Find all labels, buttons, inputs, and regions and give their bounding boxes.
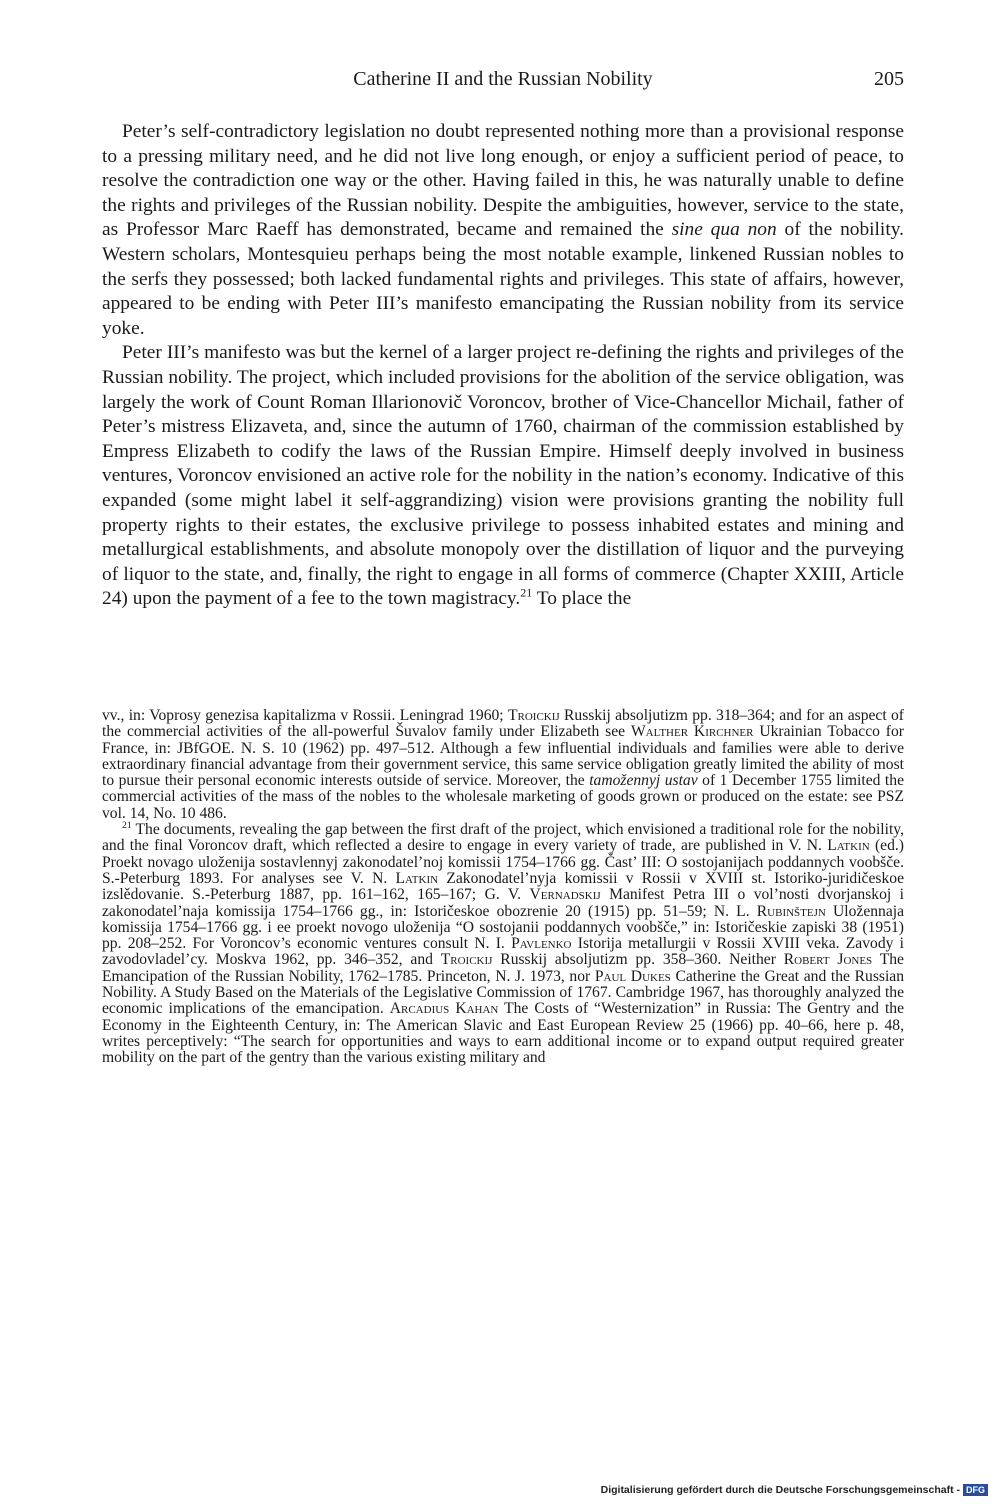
footnote-21 [102,819,905,1067]
text-run: Peter III’s manifesto was but the kernel of a larger project re-defining the rights and privileges of the Russian nobility. The project, which included provisions for the abolition of the service obligation, was largely the work of Count Roman Illarionovič Voroncov, brother of Vice-Chancellor Michail, father of Peter’s mistress Elizaveta, and, since the autumn of 1760, chairman of the commission established by Empress Elizabeth to codify the laws of the Russian Empire. Himself deeply involved in business ventures, Voroncov envisioned an active role for the nobility in the nation’s economy. Indicative of this expanded (some might label it self-aggrandizing) vision were provisions granting the nobility full property rights to their estates, the exclusive privilege to possess inhabited estates and mining and metallurgical establishments, and absolute monopoly over the distillation of liquor and the purveying of liquor to the state, and, finally, the right to engage in all forms of commerce (Chapter XXIII, Article 24) upon the payment of a fee to the town magistracy. [102,342,904,610]
text-run: Russkij absoljutizm pp. 318–364; and for an aspect of the commercial activities of the all-powerful Šuvalov family under Elizabeth see [102,707,904,741]
running-header [102,64,904,96]
footnotes [102,708,904,1067]
italic-term: tamožennyj ustav [589,772,698,790]
text-run: The Costs of “Westernization” in Russia: The Gentry and the Economy in the Eighteenth Century, in: The American Slavic and East European Review 25 (1966) pp. 40–66, here p. 48, writes perceptively: “The search for opportunities and ways to earn additional income or to expand output required greater mobility on the part of the gentry than the various existing military and [102,1000,905,1067]
author-name: Pavlenko [511,935,572,953]
paragraph-2 [102,341,904,612]
text-run: Peter’s self-contradictory legislation no doubt represented nothing more than a provisional response to a pressing military need, and he did not live long enough, or enjoy a sufficient period of peace, to resolve the contradiction one way or the other. Having failed in this, he was naturally unable to define the rights and privileges of the Russian nobility. Despite the ambiguities, however, service to the state, as Professor Marc Raeff has demonstrated, became and remained the [102,121,904,241]
footnote-continuation [102,708,904,822]
text-run: vv., in: Voprosy genezisa kapitalizma v Rossii. Leningrad 1960; [102,707,508,724]
footnote-mark: 21 [122,819,132,831]
text-run: The Emancipation of the Russian Nobility, 1762–1785. Princeton, N. J. 1973, nor [102,951,904,985]
page-header-title: Catherine II and the Russian Nobility [353,68,653,90]
author-name: Rubinštejn [756,902,826,920]
text-run: Catherine the Great and the Russian Nobility. A Study Based on the Materials of the Legislative Commission of 1767. Cambridge 1967, has thoroughly analyzed the economic implications of the emancipation. [102,967,905,1018]
author-name: Vernadskij [529,886,601,904]
text-run: of the nobility. Western scholars, Montesquieu perhaps being the most notable example, linkened Russian nobles to the serfs they possessed; both lacked fundamental rights and privileges. This state of affairs, however, appeared to be ending with Peter III’s manifesto emancipating the Russian nobility from its service yoke. [102,219,904,339]
italic-term: sine qua non [671,219,777,241]
author-name: Latkin [395,869,439,887]
text-run: Zakonodatel’nyja komissii v Rossii v XVIII st. Istoriko-juridičeskoe izslědovanie. S.-Peterburg 1887, pp. 161–162, 165–167; G. V. [102,869,904,904]
text-run: (ed.) Proekt novago uloženija sostavlennyj zakonodatel’noj komissii 1754–1766 gg. Čast’ III: O sostojanijach poddannych voobšče. S.-Peterburg 1893. For analyses see V. N. [102,837,904,887]
text-run: Russkij absoljutizm pp. 358–360. Neither [492,951,784,969]
main-text [102,120,904,612]
author-name: Troickij [507,707,560,724]
text-run: Manifest Petra III o vol’nosti dvorjanskoj i zakonodatel’naja komissija 1754–1766 gg., in: Istoričeskoe obozrenie 20 (1915) pp. 51–59; N. L. [102,886,904,920]
text-run: Istorija metallurgii v Rossii XVIII veka. Zavody i zavodovladel’cy. Moskva 1962, pp. 346–352, and [102,935,904,969]
text-run: The documents, revealing the gap between the first draft of the project, which envisioned a traditional role for the nobility, and the final Voroncov draft, which reflected a desire to engage in every variety of trade, are published in V. N. [102,821,904,855]
author-name: Walther Kirchner [630,723,754,741]
author-name: Robert Jones [783,951,873,969]
dfg-logo: DFG [963,1484,988,1496]
text-run: Uložennaja komissija 1754–1766 gg. i ee proekt novogo uloženija “O sostojanii poddannych voobšče,” in: Istoričeskie zapiski 38 (1951) pp. 208–252. For Voroncov’s economic ventures consult N. I. [102,902,905,953]
author-name: Arcadius Kahan [389,1000,499,1018]
author-name: Troickij [440,951,493,969]
author-name: Latkin [827,837,870,855]
text-run: of 1 December 1755 limited the commercial activities of the mass of the nobles to the wholesale marketing of goods grown or produced on the estate: see PSZ vol. 14, No. 10 486. [102,772,904,822]
page-number: 205 [874,68,904,90]
funding-text: Digitalisierung gefördert durch die Deutsche Forschungsgemeinschaft - [600,1484,960,1496]
funding-footer [601,1484,988,1496]
footnote-ref: 21 [520,585,533,600]
author-name: Paul Dukes [594,967,671,985]
paragraph-1 [102,120,904,341]
text-run: To place the [532,588,632,610]
text-run: Ukrainian Tobacco for France, in: JBfGOE. N. S. 10 (1962) pp. 497–512. Although a few influential individuals and families were able to derive extraordinary financial advantage from their government service, this same service obligation greatly limited the ability of most to pursue their personal economic interests outside of service. Moreover, the [102,723,904,790]
